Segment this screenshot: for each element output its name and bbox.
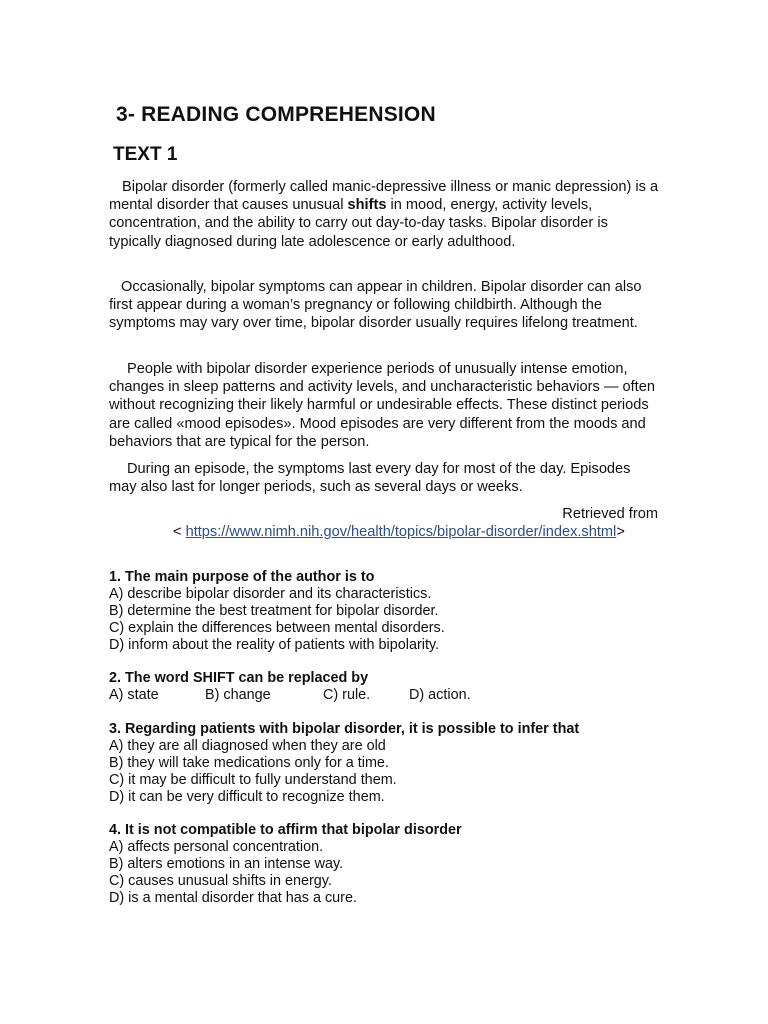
section-title: 3- READING COMPREHENSION [116, 103, 436, 126]
question-1-option-a: A) describe bipolar disorder and its characteristics. [109, 586, 432, 602]
text-title: TEXT 1 [113, 144, 178, 165]
source-close-bracket: > [616, 524, 625, 540]
question-1 [109, 569, 669, 654]
source-line [173, 524, 625, 540]
question-4 [109, 822, 669, 907]
question-2 [109, 670, 669, 704]
question-1-option-c: C) explain the differences between mental disorders. [109, 620, 445, 636]
question-4-option-b: B) alters emotions in an intense way. [109, 856, 344, 872]
question-3 [109, 721, 669, 806]
paragraph-1-start: Bipolar disorder (formerly called manic-depressive illness or manic depression) is a mental disorder that causes unusual [109, 179, 659, 214]
question-3-option-d: D) it can be very difficult to recognize them. [109, 789, 385, 805]
paragraph-4-text: During an episode, the symptoms last every day for most of the day. Episodes may also last for longer periods, such as several days or weeks. [109, 461, 631, 496]
question-2-option-d: D) action. [409, 687, 471, 703]
question-3-option-b: B) they will take medications only for a time. [109, 755, 389, 771]
paragraph-2-text: Occasionally, bipolar symptoms can appear in children. Bipolar disorder can also first appear during a woman’s pregnancy or following childbirth. Although the symptoms may vary over time, bipolar disorder usually requires lifelong treatment. [109, 279, 642, 332]
question-3-text: 3. Regarding patients with bipolar disorder, it is possible to infer that [109, 721, 580, 737]
question-1-option-d: D) inform about the reality of patients with bipolarity. [109, 637, 440, 653]
question-4-option-d: D) is a mental disorder that has a cure. [109, 890, 357, 906]
question-2-option-c: C) rule. [323, 687, 371, 703]
paragraph-1 [109, 178, 659, 251]
question-1-text: 1. The main purpose of the author is to [109, 569, 375, 585]
retrieved-from-label: Retrieved from [562, 506, 658, 522]
paragraph-3 [109, 360, 659, 451]
paragraph-2 [109, 278, 659, 333]
question-2-option-a: A) state [109, 687, 159, 703]
paragraph-1-end: in mood, energy, activity levels, concentration, and the ability to carry out day-to-day tasks. Bipolar disorder is typically diagnosed during late adolescence or early adulthood. [109, 197, 608, 250]
question-4-option-c: C) causes unusual shifts in energy. [109, 873, 332, 889]
question-3-option-a: A) they are all diagnosed when they are old [109, 738, 386, 754]
question-4-option-a: A) affects personal concentration. [109, 839, 324, 855]
question-2-text: 2. The word SHIFT can be replaced by [109, 670, 369, 686]
question-4-text: 4. It is not compatible to affirm that bipolar disorder [109, 822, 462, 838]
paragraph-3-text: People with bipolar disorder experience periods of unusually intense emotion, changes in sleep patterns and activity levels, and uncharacteristic behaviors — often without recognizing their likely harmful or undesirable effects. These distinct periods are called «mood episodes». Mood episodes are very different from the moods and behaviors that are typical for the person. [109, 361, 655, 450]
source-url-link[interactable]: https://www.nimh.nih.gov/health/topics/bipolar-disorder/index.shtml [185, 524, 617, 540]
question-1-option-b: B) determine the best treatment for bipolar disorder. [109, 603, 439, 619]
paragraph-4 [109, 460, 659, 496]
question-3-option-c: C) it may be difficult to fully understand them. [109, 772, 397, 788]
paragraph-1-bold-word: shifts [347, 197, 387, 214]
question-2-option-b: B) change [205, 687, 271, 703]
source-open-bracket: < [173, 524, 186, 540]
question-2-options [109, 687, 669, 704]
